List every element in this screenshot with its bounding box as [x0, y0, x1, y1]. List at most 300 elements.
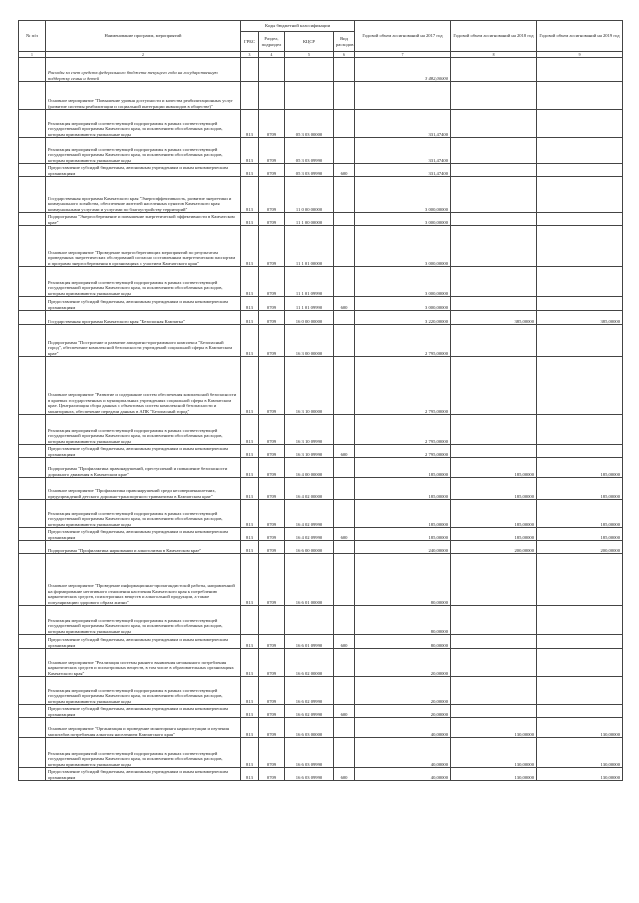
row-amount-2018 — [451, 606, 537, 635]
row-razdel: 0709 — [259, 213, 285, 226]
row-kcsr: 16 0 00 00000 — [285, 311, 334, 325]
row-amount-2017: 80,00000 — [355, 554, 451, 606]
row-amount-2018 — [451, 226, 537, 267]
row-number — [19, 110, 46, 138]
row-vid — [334, 226, 355, 267]
row-name: Реализация мероприятий соответствующей подпрограммы в рамках соответствующей государственной программы Камчатского края, за исключением обособленных расходов, которым присваиваются уникальные коды — [46, 738, 241, 768]
column-index: 3 — [241, 52, 259, 58]
budget-table — [18, 20, 623, 781]
row-kcsr: 11 1 01 09990 — [285, 297, 334, 311]
row-number — [19, 649, 46, 677]
row-vid — [334, 478, 355, 500]
row-name: Государственная программа Камчатского края "Энергоэффективность, развитие энергетики и коммунального хозяйства, обеспечение жителей населенных пунктов Камчатского края коммунальными услугами и услугами по благоустройству территорий" — [46, 177, 241, 213]
table-row — [19, 554, 623, 606]
row-kcsr — [285, 606, 334, 635]
row-razdel: 0709 — [259, 177, 285, 213]
row-grbs: 813 — [241, 267, 259, 297]
row-amount-2019 — [537, 297, 623, 311]
row-amount-2017: 2 795,00000 — [355, 445, 451, 458]
row-grbs: 813 — [241, 415, 259, 445]
row-amount-2017 — [355, 82, 451, 110]
row-name: Подпрограмма "Энергосбережение и повышение энергетической эффективности в Камчатском крае" — [46, 213, 241, 226]
row-amount-2017: 3 000,00000 — [355, 226, 451, 267]
row-name: Реализация мероприятий соответствующей подпрограммы в рамках соответствующей государственной программы Камчатского края, за исключением обособленных расходов, которым присваиваются уникальные коды — [46, 500, 241, 528]
row-grbs — [241, 82, 259, 110]
column-index: 8 — [451, 52, 537, 58]
row-amount-2017: 20,00000 — [355, 705, 451, 718]
row-razdel: 0709 — [259, 738, 285, 768]
row-kcsr: 05 3 03 09990 — [285, 164, 334, 177]
row-amount-2017: 185,00000 — [355, 528, 451, 541]
row-number — [19, 768, 46, 781]
column-index: 9 — [537, 52, 623, 58]
row-name: Основное мероприятие "Повышение уровня доступности и качества реабилитационных услуг (развитие системы реабилитации и социальной интеграции инвалидов в обществе)" — [46, 82, 241, 110]
row-amount-2017: 40,00000 — [355, 738, 451, 768]
row-kcsr: 16 4 02 00000 — [285, 478, 334, 500]
row-amount-2019 — [537, 82, 623, 110]
row-amount-2018 — [451, 554, 537, 606]
row-kcsr: 16 4 00 00000 — [285, 458, 334, 478]
row-amount-2017: 20,00000 — [355, 677, 451, 705]
row-number — [19, 541, 46, 554]
row-grbs: 813 — [241, 705, 259, 718]
header-name: Наименование программ, мероприятий — [46, 21, 241, 52]
table-row — [19, 311, 623, 325]
row-name: Реализация мероприятий соответствующей подпрограммы в рамках соответствующей государственной программы Камчатского края, за исключением обособленных расходов, которым присваиваются уникальные коды — [46, 138, 241, 164]
row-amount-2018 — [451, 635, 537, 649]
column-index: 7 — [355, 52, 451, 58]
row-name: Реализация мероприятий соответствующей подпрограммы в рамках соответствующей государственной программы Камчатского края, за исключением обособленных расходов, которым присваиваются уникальные коды — [46, 677, 241, 705]
row-kcsr: 16 3 10 09990 — [285, 415, 334, 445]
row-kcsr: 16 3 10 00000 — [285, 357, 334, 415]
row-grbs — [241, 58, 259, 82]
row-name: Подпрограмма "Построение и развитие аппаратно-программного комплекса "Безопасный город", обеспечение комплексной безопасности учреждений социальной сферы в Камчатском крае" — [46, 325, 241, 357]
row-kcsr: 16 6 02 09990 — [285, 705, 334, 718]
row-vid: 600 — [334, 445, 355, 458]
row-vid — [334, 177, 355, 213]
row-name: Предоставление субсидий бюджетным, автономным учреждениям и иным некоммерческим организациям — [46, 705, 241, 718]
row-kcsr: 11 0 00 00000 — [285, 177, 334, 213]
row-amount-2017: 185,00000 — [355, 500, 451, 528]
row-amount-2017: 185,00000 — [355, 478, 451, 500]
row-grbs: 813 — [241, 500, 259, 528]
row-vid: 600 — [334, 635, 355, 649]
row-amount-2019 — [537, 138, 623, 164]
row-number — [19, 82, 46, 110]
row-name: Предоставление субсидий бюджетным, автономным учреждениям и иным некоммерческим организациям — [46, 635, 241, 649]
row-number — [19, 138, 46, 164]
row-grbs: 813 — [241, 226, 259, 267]
table-row — [19, 357, 623, 415]
row-number — [19, 705, 46, 718]
column-index: 1 — [19, 52, 46, 58]
row-grbs: 813 — [241, 357, 259, 415]
row-amount-2019 — [537, 677, 623, 705]
row-grbs: 813 — [241, 677, 259, 705]
row-razdel: 0709 — [259, 138, 285, 164]
row-amount-2019 — [537, 357, 623, 415]
row-vid — [334, 415, 355, 445]
row-razdel — [259, 82, 285, 110]
table-row — [19, 297, 623, 311]
row-kcsr: 16 4 02 09990 — [285, 500, 334, 528]
row-vid — [334, 357, 355, 415]
row-name: Расходы за счет средств федерального бюджета текущего года на государственную поддержку семьи и детей — [46, 58, 241, 82]
row-amount-2018 — [451, 649, 537, 677]
row-number — [19, 500, 46, 528]
row-razdel: 0709 — [259, 164, 285, 177]
budget-table-page — [18, 20, 622, 781]
row-amount-2017: 331,47400 — [355, 138, 451, 164]
row-razdel: 0709 — [259, 677, 285, 705]
row-razdel — [259, 606, 285, 635]
row-razdel: 0709 — [259, 635, 285, 649]
row-razdel: 0709 — [259, 649, 285, 677]
row-amount-2017: 2 795,00000 — [355, 415, 451, 445]
row-amount-2017: 240,00000 — [355, 541, 451, 554]
row-kcsr — [285, 58, 334, 82]
row-amount-2018: 130,00000 — [451, 718, 537, 738]
row-amount-2019: 185,00000 — [537, 458, 623, 478]
row-number — [19, 606, 46, 635]
row-name: Подпрограмма "Профилактика правонарушений, преступлений и повышение безопасности дорожного движения в Камчатском крае" — [46, 458, 241, 478]
row-name: Государственная программа Камчатского края "Безопасная Камчатка" — [46, 311, 241, 325]
row-amount-2019: 385,00000 — [537, 311, 623, 325]
column-index: 6 — [334, 52, 355, 58]
row-amount-2019 — [537, 177, 623, 213]
row-amount-2018 — [451, 267, 537, 297]
row-vid — [334, 738, 355, 768]
table-row — [19, 528, 623, 541]
row-vid — [334, 649, 355, 677]
row-kcsr: 16 3 00 00000 — [285, 325, 334, 357]
row-amount-2018 — [451, 705, 537, 718]
row-amount-2018 — [451, 325, 537, 357]
row-grbs: 813 — [241, 528, 259, 541]
row-amount-2018 — [451, 213, 537, 226]
row-number — [19, 213, 46, 226]
table-row — [19, 649, 623, 677]
table-body — [19, 58, 623, 781]
row-amount-2017: 3 000,00000 — [355, 267, 451, 297]
table-row — [19, 110, 623, 138]
table-row — [19, 267, 623, 297]
table-row — [19, 164, 623, 177]
row-kcsr: 16 6 02 00000 — [285, 649, 334, 677]
table-row — [19, 541, 623, 554]
row-number — [19, 635, 46, 649]
table-row — [19, 705, 623, 718]
row-razdel: 0709 — [259, 478, 285, 500]
row-amount-2019: 130,00000 — [537, 738, 623, 768]
row-grbs: 813 — [241, 138, 259, 164]
row-amount-2018: 185,00000 — [451, 500, 537, 528]
row-grbs: 813 — [241, 110, 259, 138]
row-amount-2017: 80,00000 — [355, 606, 451, 635]
row-grbs: 813 — [241, 325, 259, 357]
row-vid — [334, 213, 355, 226]
row-amount-2017: 20,00000 — [355, 649, 451, 677]
row-grbs: 813 — [241, 768, 259, 781]
row-amount-2018: 130,00000 — [451, 738, 537, 768]
column-index: 4 — [259, 52, 285, 58]
row-vid — [334, 718, 355, 738]
row-name: Реализация мероприятий соответствующей подпрограммы в рамках соответствующей государственной программы Камчатского края, за исключением обособленных расходов, которым присваиваются уникальные коды — [46, 415, 241, 445]
row-vid — [334, 500, 355, 528]
row-name: Основное мероприятие "Проведение информационно-пропагандистской работы, направленной на формирование негативного отношения населения Камчатского края к потреблению наркотических средств, психотропных веществ и алкогольной продукции, а также популяризацию здорового образа жизни" — [46, 554, 241, 606]
row-razdel: 0709 — [259, 325, 285, 357]
row-number — [19, 325, 46, 357]
row-kcsr: 05 3 03 00000 — [285, 110, 334, 138]
row-grbs: 813 — [241, 718, 259, 738]
header-2017: Годовой объем ассигнований на 2017 год — [355, 21, 451, 52]
table-row — [19, 478, 623, 500]
row-name: Предоставление субсидий бюджетным, автономным учреждениям и иным некоммерческим организациям — [46, 528, 241, 541]
row-amount-2019 — [537, 267, 623, 297]
row-number — [19, 267, 46, 297]
row-razdel: 0709 — [259, 500, 285, 528]
row-vid: 600 — [334, 528, 355, 541]
row-number — [19, 357, 46, 415]
row-vid: 600 — [334, 705, 355, 718]
row-kcsr: 05 3 03 09990 — [285, 138, 334, 164]
row-amount-2019 — [537, 554, 623, 606]
row-amount-2018 — [451, 177, 537, 213]
row-kcsr: 16 3 10 09990 — [285, 445, 334, 458]
row-number — [19, 528, 46, 541]
row-razdel: 0709 — [259, 311, 285, 325]
row-razdel: 0709 — [259, 528, 285, 541]
row-number — [19, 311, 46, 325]
row-amount-2017: 185,00000 — [355, 458, 451, 478]
row-name: Подпрограмма "Профилактика наркомании и алкоголизма в Камчатском крае" — [46, 541, 241, 554]
row-razdel: 0709 — [259, 110, 285, 138]
column-index: 5 — [285, 52, 334, 58]
row-amount-2017: 2 795,00000 — [355, 357, 451, 415]
header-codes-group: Коды бюджетной классификации — [241, 21, 355, 32]
row-vid — [334, 677, 355, 705]
table-row — [19, 500, 623, 528]
row-vid — [334, 458, 355, 478]
header-razdel: Раздел, подраздел — [259, 32, 285, 52]
row-name: Реализация мероприятий соответствующей подпрограммы в рамках соответствующей государственной программы Камчатского края, за исключением обособленных расходов, которым присваиваются уникальные коды — [46, 267, 241, 297]
header-2018: Годовой объем ассигнований на 2018 год — [451, 21, 537, 52]
row-amount-2017: 3 000,00000 — [355, 297, 451, 311]
table-row — [19, 177, 623, 213]
row-amount-2017: 2 795,00000 — [355, 325, 451, 357]
header-kcsr: КЦСР — [285, 32, 334, 52]
row-razdel: 0709 — [259, 718, 285, 738]
row-amount-2018 — [451, 164, 537, 177]
row-kcsr: 16 6 03 00000 — [285, 718, 334, 738]
row-amount-2018 — [451, 357, 537, 415]
row-vid — [334, 554, 355, 606]
row-razdel — [259, 58, 285, 82]
table-row — [19, 718, 623, 738]
table-row — [19, 82, 623, 110]
row-name: Основное мероприятие "Развитие и содержание систем обеспечения комплексной безопасности в краевых государственных и муниципальных учреждениях социальной сферы в Камчатском крае. Централизация сбора данных с объектовых систем комплексной безопасности и мониторинга, обеспечение передачи данных в АПК "Безопасный город" — [46, 357, 241, 415]
row-amount-2018 — [451, 297, 537, 311]
row-amount-2017: 40,00000 — [355, 768, 451, 781]
row-kcsr — [285, 82, 334, 110]
header-vid: Вид расходов — [334, 32, 355, 52]
row-kcsr: 11 1 01 00000 — [285, 226, 334, 267]
row-number — [19, 718, 46, 738]
row-amount-2017: 331,47400 — [355, 164, 451, 177]
row-razdel: 0709 — [259, 267, 285, 297]
table-row — [19, 738, 623, 768]
row-grbs: 813 — [241, 177, 259, 213]
row-razdel: 0709 — [259, 357, 285, 415]
row-grbs: 813 — [241, 649, 259, 677]
row-kcsr: 16 6 03 09990 — [285, 768, 334, 781]
row-amount-2019 — [537, 606, 623, 635]
row-amount-2017: 3 482,00000 — [355, 58, 451, 82]
row-grbs: 813 — [241, 738, 259, 768]
row-amount-2017: 40,00000 — [355, 718, 451, 738]
row-amount-2019: 130,00000 — [537, 718, 623, 738]
row-amount-2019 — [537, 445, 623, 458]
row-amount-2019 — [537, 164, 623, 177]
row-name: Предоставление субсидий бюджетным, автономным учреждениям и иным некоммерческим организациям — [46, 297, 241, 311]
row-vid — [334, 267, 355, 297]
row-grbs: 813 — [241, 213, 259, 226]
row-amount-2017: 80,00000 — [355, 635, 451, 649]
row-amount-2019: 185,00000 — [537, 478, 623, 500]
row-number — [19, 478, 46, 500]
row-amount-2019 — [537, 635, 623, 649]
row-grbs: 813 — [241, 635, 259, 649]
row-vid — [334, 311, 355, 325]
table-row — [19, 606, 623, 635]
row-number — [19, 226, 46, 267]
row-razdel: 0709 — [259, 554, 285, 606]
table-row — [19, 458, 623, 478]
table-row — [19, 213, 623, 226]
row-amount-2018: 185,00000 — [451, 478, 537, 500]
row-amount-2018: 130,00000 — [451, 768, 537, 781]
row-vid — [334, 541, 355, 554]
row-amount-2018: 200,00000 — [451, 541, 537, 554]
row-amount-2017: 331,47400 — [355, 110, 451, 138]
row-number — [19, 445, 46, 458]
row-number — [19, 177, 46, 213]
row-grbs: 813 — [241, 541, 259, 554]
row-grbs: 813 — [241, 445, 259, 458]
row-grbs: 813 — [241, 554, 259, 606]
row-amount-2017: 3 000,00000 — [355, 177, 451, 213]
row-kcsr: 11 1 00 00000 — [285, 213, 334, 226]
row-razdel: 0709 — [259, 297, 285, 311]
row-name: Основное мероприятие "Реализация системы раннего выявления незаконного потребления наркотических средств и психотропных веществ, в том числе в образовательных организациях Камчатского края" — [46, 649, 241, 677]
row-vid: 600 — [334, 768, 355, 781]
row-vid — [334, 110, 355, 138]
row-razdel: 0709 — [259, 705, 285, 718]
row-amount-2019 — [537, 58, 623, 82]
row-name: Реализация мероприятий соответствующей подпрограммы в рамках соответствующей государственной программы Камчатского края, за исключением обособленных расходов, которым присваиваются уникальные коды — [46, 110, 241, 138]
row-razdel: 0709 — [259, 226, 285, 267]
row-amount-2018 — [451, 445, 537, 458]
row-amount-2019 — [537, 325, 623, 357]
row-amount-2019: 185,00000 — [537, 500, 623, 528]
row-vid — [334, 325, 355, 357]
row-kcsr: 16 6 01 09990 — [285, 635, 334, 649]
table-row — [19, 445, 623, 458]
row-amount-2018 — [451, 110, 537, 138]
row-amount-2017: 3 000,00000 — [355, 213, 451, 226]
header-2019: Годовой объем ассигнований на 2019 год — [537, 21, 623, 52]
row-amount-2018 — [451, 82, 537, 110]
row-number — [19, 738, 46, 768]
row-grbs: 813 — [241, 478, 259, 500]
table-row — [19, 635, 623, 649]
row-razdel: 0709 — [259, 768, 285, 781]
row-number — [19, 554, 46, 606]
row-vid: 600 — [334, 164, 355, 177]
row-razdel: 0709 — [259, 541, 285, 554]
row-name: Предоставление субсидий бюджетным, автономным учреждениям и иным некоммерческим организациям — [46, 164, 241, 177]
row-amount-2018 — [451, 415, 537, 445]
table-row — [19, 226, 623, 267]
column-index: 2 — [46, 52, 241, 58]
row-amount-2018 — [451, 58, 537, 82]
row-vid: 600 — [334, 297, 355, 311]
row-amount-2019 — [537, 110, 623, 138]
row-vid — [334, 138, 355, 164]
row-number — [19, 458, 46, 478]
row-kcsr: 11 1 01 09990 — [285, 267, 334, 297]
row-number — [19, 297, 46, 311]
row-amount-2019 — [537, 213, 623, 226]
row-name: Основное мероприятие "Проведение энергосберегающих мероприятий по результатам проведенных энергетических обследований согласно составленным энергетическим паспортам и программ энергосбережения в организациях с участием Камчатского края" — [46, 226, 241, 267]
row-grbs: 813 — [241, 458, 259, 478]
row-kcsr: 16 6 01 00000 — [285, 554, 334, 606]
row-razdel: 0709 — [259, 445, 285, 458]
row-kcsr: 16 6 03 09990 — [285, 738, 334, 768]
row-kcsr: 16 6 00 00000 — [285, 541, 334, 554]
row-grbs: 813 — [241, 297, 259, 311]
row-kcsr: 16 4 02 09990 — [285, 528, 334, 541]
row-number — [19, 164, 46, 177]
row-amount-2018: 385,00000 — [451, 311, 537, 325]
table-row — [19, 138, 623, 164]
row-amount-2019 — [537, 415, 623, 445]
row-amount-2017: 3 220,00000 — [355, 311, 451, 325]
row-vid — [334, 58, 355, 82]
header-num: № п/п — [19, 21, 46, 52]
table-row — [19, 325, 623, 357]
row-amount-2019 — [537, 705, 623, 718]
row-razdel: 0709 — [259, 415, 285, 445]
row-grbs — [241, 606, 259, 635]
table-row — [19, 58, 623, 82]
row-number — [19, 677, 46, 705]
header-grbs: ГРБС — [241, 32, 259, 52]
row-grbs: 813 — [241, 311, 259, 325]
row-name: Основное мероприятие "Профилактика правонарушений среди несовершеннолетних, предупреждений детского дорожно-транспортного травматизма в Камчатском крае" — [46, 478, 241, 500]
row-kcsr: 16 6 02 09990 — [285, 677, 334, 705]
row-vid — [334, 82, 355, 110]
row-amount-2018: 185,00000 — [451, 528, 537, 541]
row-name: Предоставление субсидий бюджетным, автономным учреждениям и иным некоммерческим организациям — [46, 768, 241, 781]
table-row — [19, 415, 623, 445]
row-number — [19, 415, 46, 445]
row-amount-2019: 185,00000 — [537, 528, 623, 541]
row-amount-2019 — [537, 226, 623, 267]
row-name: Предоставление субсидий бюджетным, автономным учреждениям и иным некоммерческим организациям — [46, 445, 241, 458]
row-amount-2018 — [451, 138, 537, 164]
row-grbs: 813 — [241, 164, 259, 177]
